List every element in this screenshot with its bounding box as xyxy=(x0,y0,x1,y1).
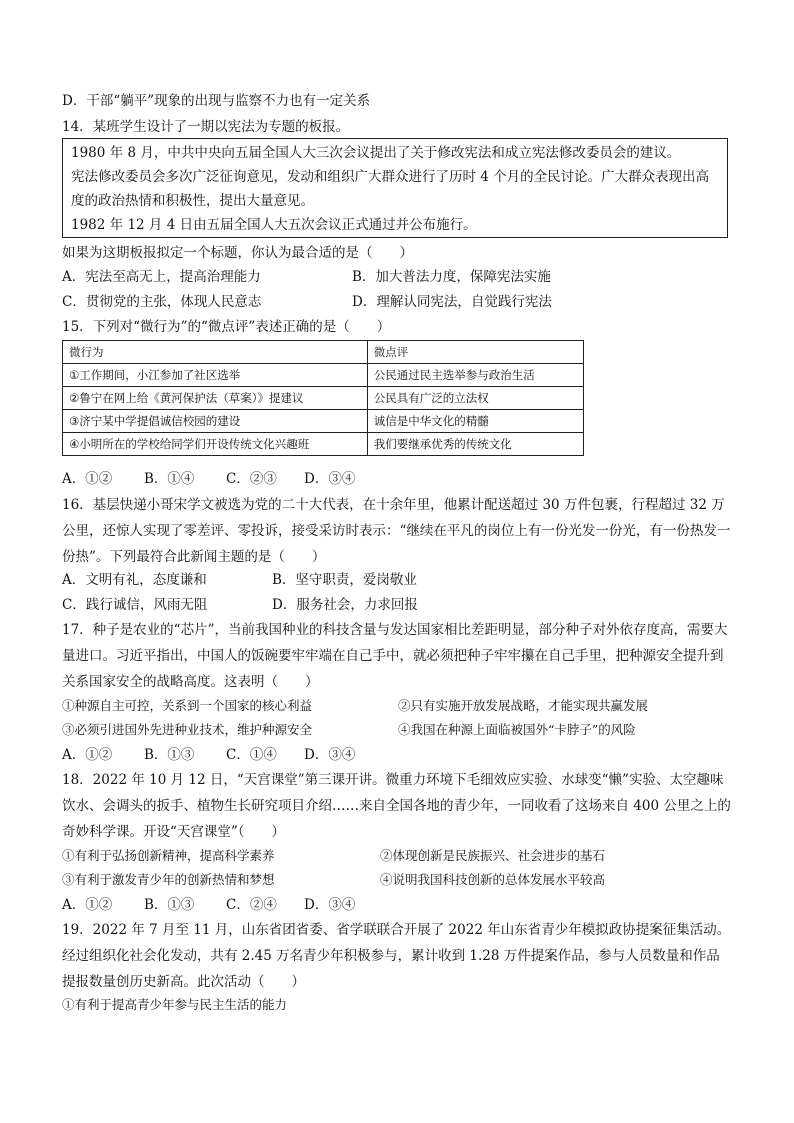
q17-option-a: A．①② xyxy=(62,747,113,763)
q17-option-b: B．①③ xyxy=(144,747,195,763)
table-cell: ③济宁某中学提倡诚信校园的建设 xyxy=(63,410,368,433)
q18-option-c: C．②④ xyxy=(226,897,277,913)
q17-option-c: C．①④ xyxy=(226,747,277,763)
table-cell: ②鲁宁在网上给《黄河保护法（草案）》提建议 xyxy=(63,387,368,410)
table-cell: ①工作期间，小江参加了社区选举 xyxy=(63,364,368,387)
q18-option-b: B．①③ xyxy=(144,897,195,913)
table-cell: 公民具有广泛的立法权 xyxy=(367,387,583,410)
q17-option-d: D．③④ xyxy=(304,747,356,763)
q17-statement-3: ③必须引进国外先进种业技术，维护种源安全 xyxy=(62,722,313,737)
q18-stem: 18．2022 年 10 月 12 日，“天宫课堂”第三课开讲。微重力环境下毛细效应实验、水球变“懒”实验、太空趣味饮水、会调头的扳手、植物生长研究项目介绍……来自全国各地的青少年，一同收看了这场来自 400 公里之上的奇妙科学课。开设“天宫课堂”（ ） xyxy=(62,772,731,840)
table-cell: ④小明所在的学校给同学们开设传统文化兴趣班 xyxy=(63,433,368,456)
table-header-behavior: 微行为 xyxy=(63,341,368,364)
q14-option-c: C．贯彻党的主张，体现人民意志 xyxy=(62,294,262,310)
q16-option-b: B．坚守职责，爱岗敬业 xyxy=(272,572,417,588)
q14-box-line-3: 1982 年 12 月 4 日由五届全国人大五次会议正式通过并公布施行。 xyxy=(71,217,477,233)
q14-option-b: B．加大普法力度，保障宪法实施 xyxy=(352,269,551,285)
q14-board-box xyxy=(62,138,728,238)
q17-statement-1: ①种源自主可控，关系到一个国家的核心利益 xyxy=(62,698,313,713)
q18-statement-1: ①有利于弘扬创新精神，提高科学素养 xyxy=(62,848,275,863)
q15-option-d: D．③④ xyxy=(304,471,356,487)
q18-option-a: A．①② xyxy=(62,897,113,913)
table-cell: 公民通过民主选举参与政治生活 xyxy=(367,364,583,387)
q14-box-line-2: 宪法修改委员会多次广泛征询意见，发动和组织广大群众进行了历时 4 个月的全民讨论。广大群众表现出高度的政治热情和积极性，提出大量意见。 xyxy=(71,169,710,209)
q13-option-d: D．干部“躺平”现象的出现与监察不力也有一定关系 xyxy=(62,93,371,109)
q18-statement-2: ②体现创新是民族振兴、社会进步的基石 xyxy=(380,848,606,863)
table-row xyxy=(63,364,584,387)
q14-question: 如果为这期板报拟定一个标题，你认为最合适的是（ ） xyxy=(62,245,413,261)
q15-stem: 15．下列对“微行为”的“微点评”表述正确的是（ ） xyxy=(62,319,391,335)
q14-stem: 14．某班学生设计了一期以宪法为专题的板报。 xyxy=(62,119,350,135)
q15-option-c: C．②③ xyxy=(226,471,277,487)
table-row xyxy=(63,387,584,410)
q19-stem: 19．2022 年 7 月至 11 月，山东省团省委、省学联联合开展了 2022 年山东省青少年模拟政协提案征集活动。经过组织化社会化发动，共有 2.45 万名青少年积极参与，累计收到 1.28 万件提案作品，参与人员数量和作品提报数量创历史新高。此次活动（ ） xyxy=(62,922,731,990)
q16-option-a: A．文明有礼，态度谦和 xyxy=(62,572,207,588)
q14-box-line-1: 1980 年 8 月，中共中央向五届全国人大三次会议提出了关于修改宪法和成立宪法修改委员会的建议。 xyxy=(71,145,681,161)
q15-table xyxy=(62,340,584,456)
table-cell: 我们要继承优秀的传统文化 xyxy=(367,433,583,456)
q16-option-c: C．践行诚信，风雨无阻 xyxy=(62,597,208,613)
q15-option-b: B．①④ xyxy=(144,471,195,487)
q17-stem: 17．种子是农业的“芯片”，当前我国种业的科技含量与发达国家相比差距明显，部分种子对外依存度高，需要大量进口。习近平指出，中国人的饭碗要牢牢端在自己手中，就必须把种子牢牢攥在自己手里，把种源安全提升到关系国家安全的战略高度。这表明（ ） xyxy=(62,622,728,690)
q17-statement-4: ④我国在种源上面临被国外“卡脖子”的风险 xyxy=(398,722,636,737)
q19-statement-1: ①有利于提高青少年参与民主生活的能力 xyxy=(62,997,288,1012)
table-header-row xyxy=(63,341,584,364)
table-row xyxy=(63,433,584,456)
q16-option-d: D．服务社会，力求回报 xyxy=(272,597,418,613)
q15-option-a: A．①② xyxy=(62,471,113,487)
q14-option-a: A．宪法至高无上，提高治理能力 xyxy=(62,269,261,285)
table-header-comment: 微点评 xyxy=(367,341,583,364)
table-row xyxy=(63,410,584,433)
q18-statement-4: ④说明我国科技创新的总体发展水平较高 xyxy=(380,872,606,887)
table-cell: 诚信是中华文化的精髓 xyxy=(367,410,583,433)
q17-statement-2: ②只有实施开放发展战略，才能实现共赢发展 xyxy=(398,698,649,713)
q18-option-d: D．③④ xyxy=(304,897,356,913)
q18-statement-3: ③有利于激发青少年的创新热情和梦想 xyxy=(62,872,275,887)
q14-option-d: D．理解认同宪法，自觉践行宪法 xyxy=(352,294,552,310)
q16-stem: 16．基层快递小哥宋学文被选为党的二十大代表，在十余年里，他累计配送超过 30 万件包裹，行程超过 32 万公里，还惊人实现了零差评、零投诉，接受采访时表示：“继续在平凡的岗位上有一份光发一份光，有一份热发一份热”。下列最符合此新闻主题的是（ ） xyxy=(62,497,731,565)
